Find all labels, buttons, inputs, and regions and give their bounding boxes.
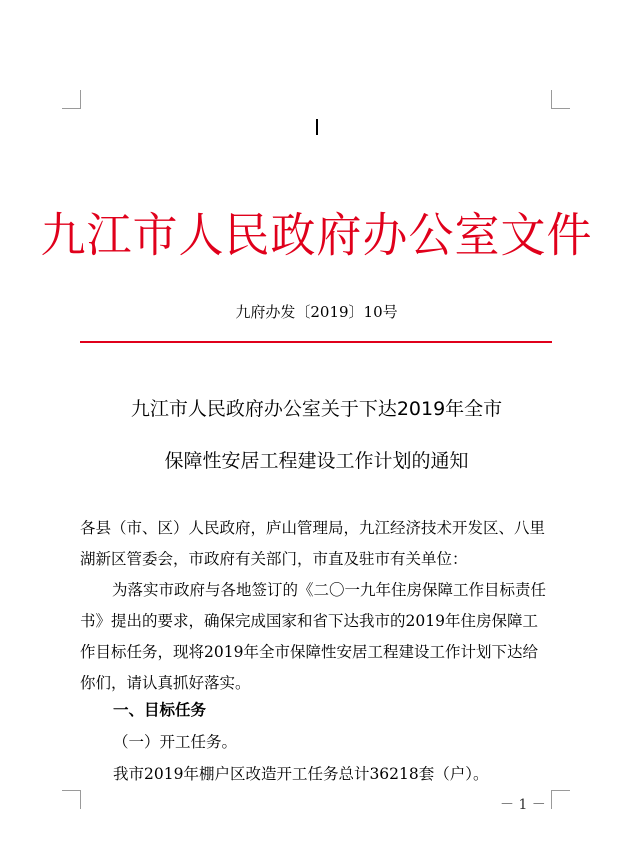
salutation-text: 各县（市、区）人民政府，庐山管理局，九江经济技术开发区、八里湖新区管委会，市政府有关部门，市直及驻市有关单位： (80, 519, 546, 568)
red-divider-line (80, 341, 552, 343)
notice-title-line-1: 九江市人民政府办公室关于下达2019年全市 (130, 398, 503, 420)
crop-mark-top-left (62, 90, 81, 109)
text-cursor (316, 119, 318, 135)
body-text: 为落实市政府与各地签订的《二〇一九年住房保障工作目标责任书》提出的要求，确保完成国家和省下达我市的2019年住房保障工作目标任务，现将2019年全市保障性安居工程建设工作计划下达给你们，请认真抓好落实。 (80, 581, 547, 692)
subsection-heading: （一）开工任务。 (113, 733, 238, 751)
crop-mark-bottom-right (551, 790, 570, 809)
document-header-title: 九江市人民政府办公室文件 (40, 207, 593, 264)
task-paragraph: 我市2019年棚户区改造开工任务总计36218套（户）。 (113, 765, 489, 783)
salutation-paragraph (80, 513, 552, 575)
page-number: － 1 － (500, 797, 546, 813)
notice-title-line-2: 保障性安居工程建设工作计划的通知 (164, 450, 469, 472)
document-number: 九府办发〔2019〕10号 (235, 303, 398, 321)
body-paragraph (80, 575, 552, 699)
crop-mark-top-right (551, 90, 570, 109)
section-heading: 一、目标任务 (113, 701, 207, 719)
crop-mark-bottom-left (62, 790, 81, 809)
